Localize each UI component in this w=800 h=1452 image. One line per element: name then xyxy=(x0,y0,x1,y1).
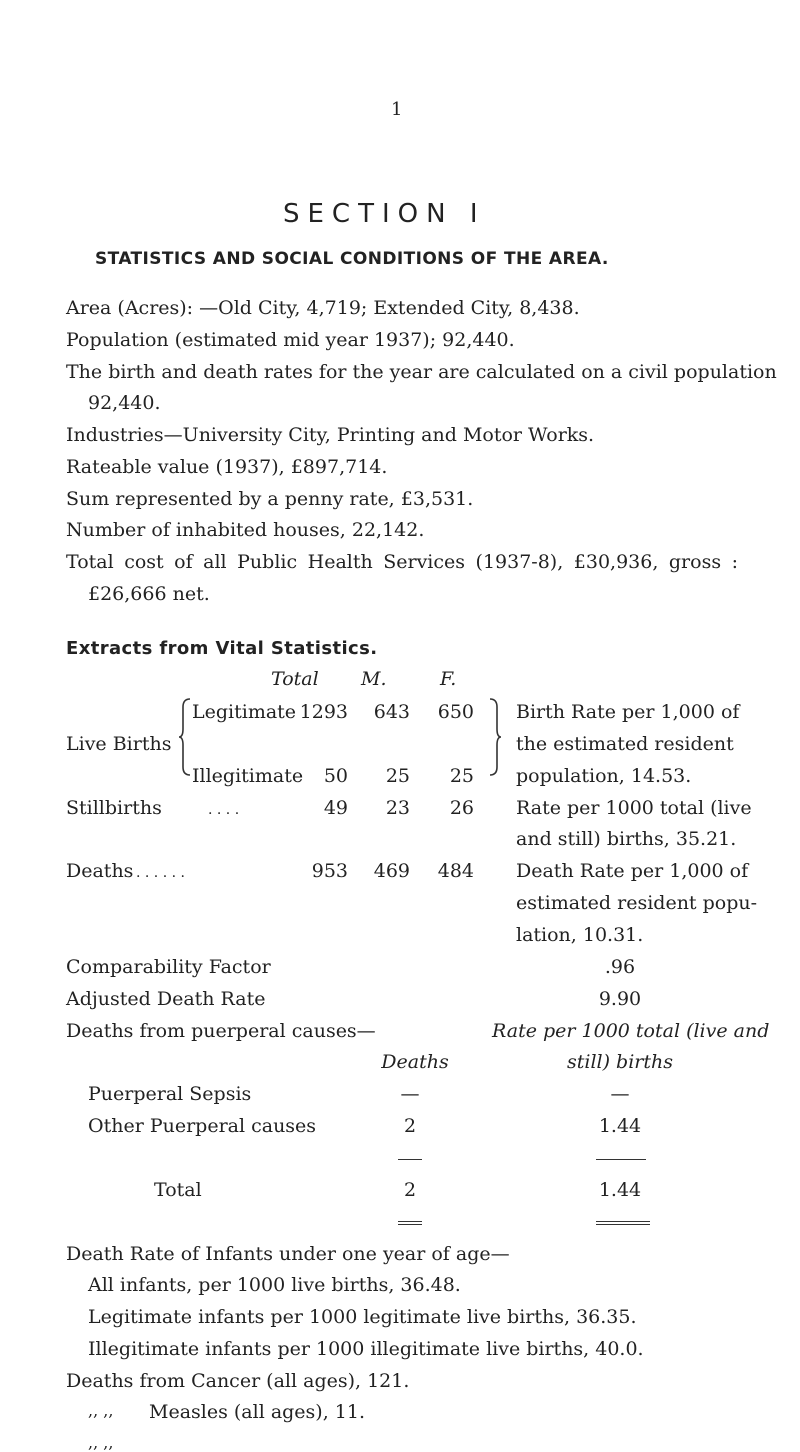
area-line: Area (Acres): —Old City, 4,719; Extended City, 8,438. xyxy=(66,297,580,319)
ditto-marks-whooping: ,, ,, xyxy=(88,1433,114,1452)
houses-line: Number of inhabited houses, 22,142. xyxy=(66,519,425,541)
death-rate-note-3: lation, 10.31. xyxy=(516,924,644,946)
legitimate-total: 1293 xyxy=(299,701,348,723)
birth-rate-note-2: the estimated resident xyxy=(516,733,734,755)
live-births-label: Live Births xyxy=(66,733,172,755)
other-puerperal-deaths: 2 xyxy=(403,1115,417,1137)
deaths-sum-rule xyxy=(398,1159,422,1160)
illegitimate-label: Illegitimate xyxy=(192,765,304,787)
comparability-label: Comparability Factor xyxy=(66,956,271,978)
other-puerperal-rate: 1.44 xyxy=(598,1115,642,1137)
rate-sum-rule xyxy=(596,1159,646,1160)
puerperal-sepsis-deaths: — xyxy=(400,1083,420,1105)
section-subtitle: STATISTICS AND SOCIAL CONDITIONS OF THE AREA. xyxy=(95,249,609,269)
death-rate-note-1: Death Rate per 1,000 of xyxy=(516,860,749,882)
deaths-female: 484 xyxy=(437,860,474,882)
deaths-total-double-rule xyxy=(398,1221,422,1225)
puerperal-sepsis-rate: — xyxy=(610,1083,630,1105)
cost-line-cont: £26,666 net. xyxy=(88,583,210,605)
industries-line: Industries—University City, Printing and Motor Works. xyxy=(66,424,595,446)
measles-deaths-line: Measles (all ages), 11. xyxy=(149,1401,366,1423)
right-brace-icon xyxy=(488,697,502,777)
infant-all: All infants, per 1000 live births, 36.48. xyxy=(88,1274,461,1296)
other-puerperal-label: Other Puerperal causes xyxy=(88,1115,317,1137)
col-header-female: F. xyxy=(440,668,457,690)
puerperal-total-deaths: 2 xyxy=(403,1179,417,1201)
cost-line: Total cost of all Public Health Services (1937-8), £30,936, gross : xyxy=(66,551,738,573)
population-line: Population (estimated mid year 1937); 92,440. xyxy=(66,329,515,351)
left-brace-icon xyxy=(178,697,192,777)
deaths-leader-dots: . . . . . . xyxy=(136,865,185,881)
illegitimate-male: 25 xyxy=(385,765,410,787)
legitimate-female: 650 xyxy=(437,701,474,723)
deaths-total: 953 xyxy=(311,860,348,882)
infant-illegitimate: Illegitimate infants per 1000 illegitimate live births, 40.0. xyxy=(88,1338,644,1360)
rate-heading-1: Rate per 1000 total (live and xyxy=(492,1020,770,1042)
puerperal-total-label: Total xyxy=(154,1179,202,1201)
rateable-line: Rateable value (1937), £897,714. xyxy=(66,456,388,478)
stillbirths-leader-dots: . . . . xyxy=(208,802,240,818)
puerperal-heading: Deaths from puerperal causes— xyxy=(66,1020,376,1042)
stillbirths-total: 49 xyxy=(323,797,348,819)
rate-total-double-rule xyxy=(596,1221,650,1225)
col-header-male: M. xyxy=(361,668,387,690)
rate-heading-2: still) births xyxy=(566,1051,673,1073)
section-title: SECTION I xyxy=(283,199,486,229)
puerperal-sepsis-label: Puerperal Sepsis xyxy=(88,1083,252,1105)
deaths-column-heading: Deaths xyxy=(381,1051,449,1073)
stillbirth-rate-note-2: and still) births, 35.21. xyxy=(516,828,737,850)
infant-legitimate: Legitimate infants per 1000 legitimate live births, 36.35. xyxy=(88,1306,637,1328)
ditto-marks-measles: ,, ,, xyxy=(88,1401,114,1420)
stillbirths-male: 23 xyxy=(385,797,410,819)
stillbirths-label: Stillbirths xyxy=(66,797,162,819)
stillbirths-female: 26 xyxy=(449,797,474,819)
birth-rate-note-1: Birth Rate per 1,000 of xyxy=(516,701,740,723)
extracts-heading: Extracts from Vital Statistics. xyxy=(66,638,378,659)
puerperal-total-rate: 1.44 xyxy=(598,1179,642,1201)
cancer-deaths-line: Deaths from Cancer (all ages), 121. xyxy=(66,1370,410,1392)
page-number: 1 xyxy=(391,99,403,120)
legitimate-male: 643 xyxy=(373,701,410,723)
illegitimate-female: 25 xyxy=(449,765,474,787)
comparability-value: .96 xyxy=(604,956,636,978)
illegitimate-total: 50 xyxy=(323,765,348,787)
stillbirth-rate-note-1: Rate per 1000 total (live xyxy=(516,797,752,819)
deaths-label: Deaths xyxy=(66,860,134,882)
rates-line: The birth and death rates for the year are calculated on a civil population xyxy=(66,361,777,383)
death-rate-note-2: estimated resident popu- xyxy=(516,892,758,914)
col-header-total: Total xyxy=(271,668,319,690)
birth-rate-note-3: population, 14.53. xyxy=(516,765,692,787)
adjusted-death-rate-value: 9.90 xyxy=(598,988,642,1010)
adjusted-death-rate-label: Adjusted Death Rate xyxy=(66,988,266,1010)
penny-rate-line: Sum represented by a penny rate, £3,531. xyxy=(66,488,474,510)
legitimate-label: Legitimate xyxy=(192,701,297,723)
rates-line-cont: 92,440. xyxy=(88,392,161,414)
infant-heading: Death Rate of Infants under one year of age— xyxy=(66,1243,510,1265)
deaths-male: 469 xyxy=(373,860,410,882)
